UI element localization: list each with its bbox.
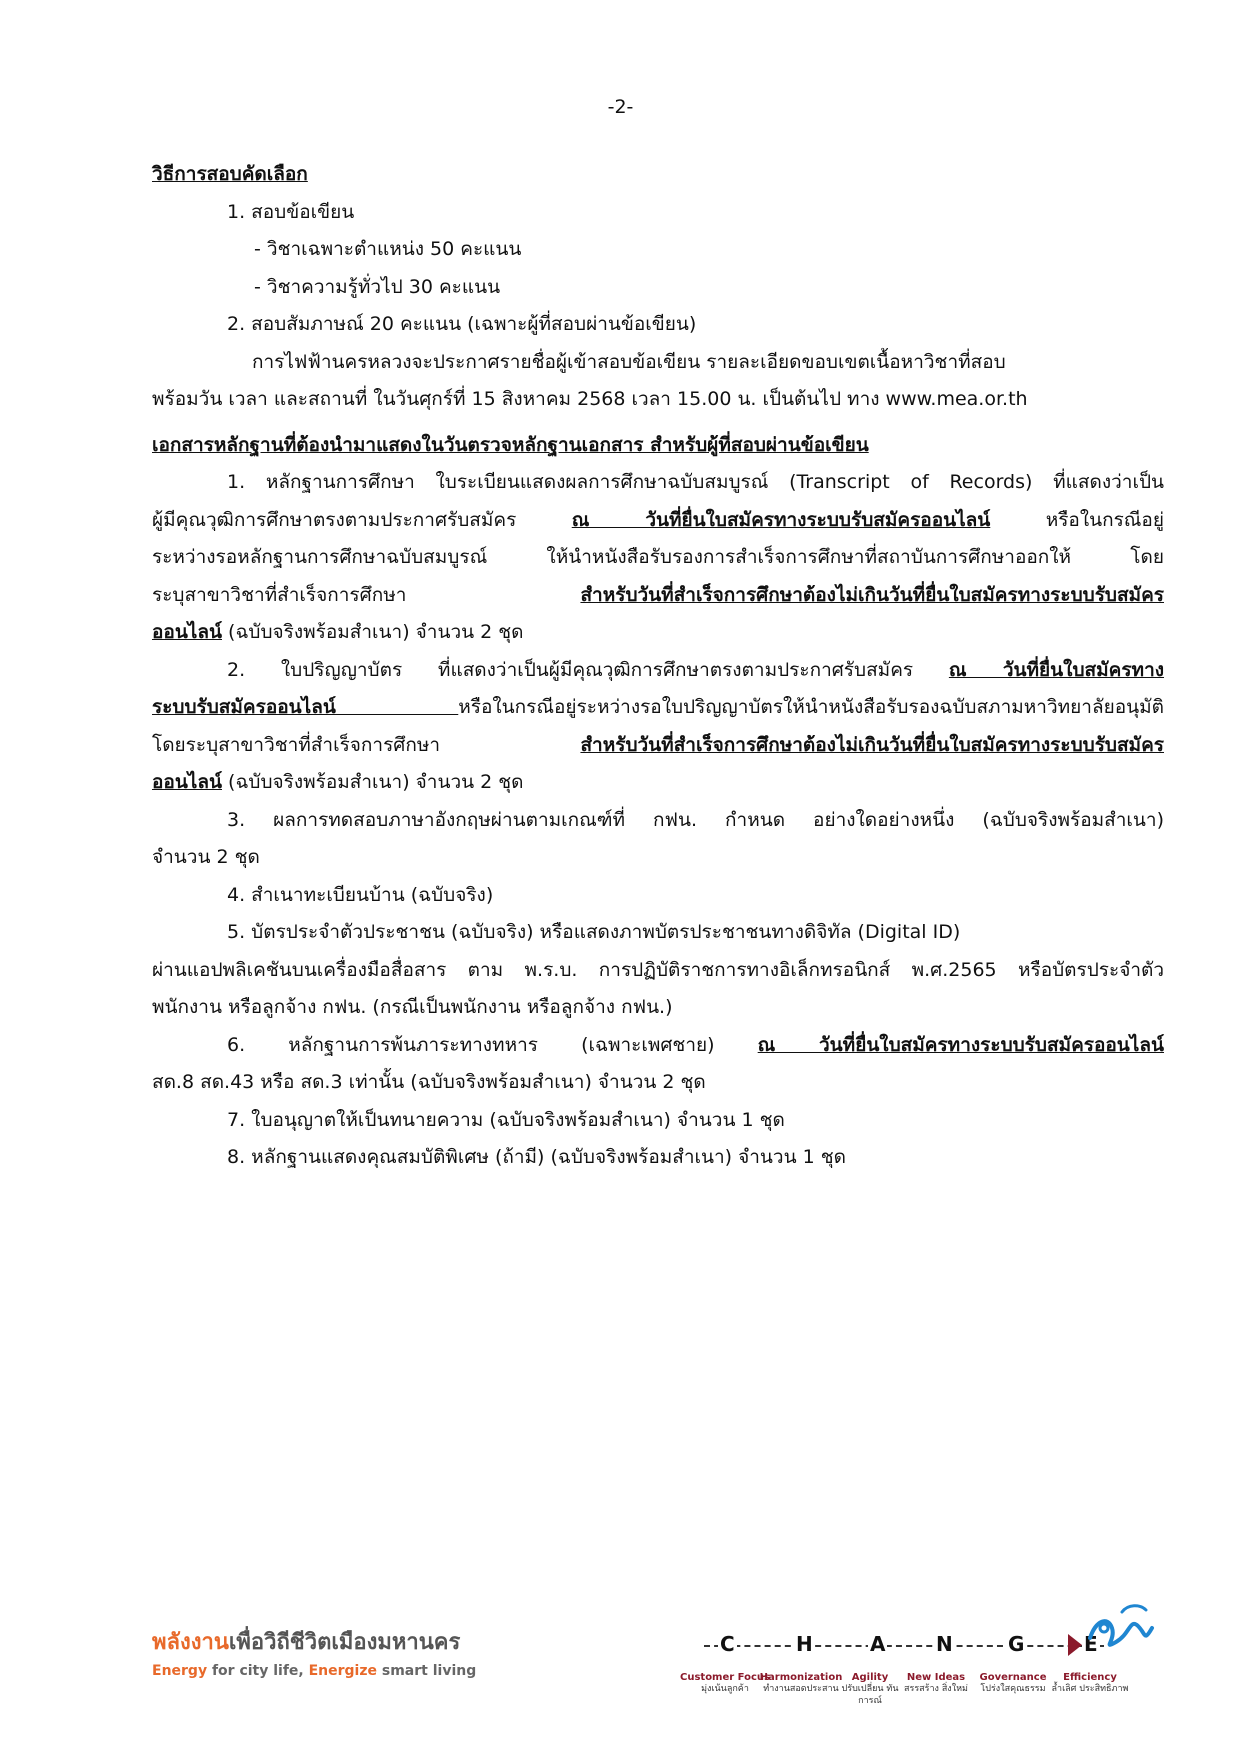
emphasis-text: ณ วันที่ยื่นใบสมัครทางระบบรับสมัครออนไลน์ [571,508,991,531]
document-body [152,156,1164,1177]
change-letter-c: C [720,1632,735,1656]
change-label [1050,1672,1130,1695]
slogan-thai-accent: พลังงาน [152,1630,229,1655]
change-label-th: มุ่งเน้นลูกค้า [701,1684,749,1694]
paragraph-line [152,614,1164,652]
emphasis-text: ระบบรับสมัครออนไลน์ [152,696,459,718]
change-label-en: Harmonization [759,1672,843,1683]
footer-slogan [152,1624,476,1679]
arrow-icon [1068,1634,1082,1656]
text: โดยระบุสาขาวิชาที่สำเร็จการศึกษา [152,733,581,756]
list-item: 2. สอบสัมภาษณ์ 20 คะแนน (เฉพาะผู้ที่สอบผ่านข้อเขียน) [227,313,697,335]
change-letter-h: H [796,1632,813,1656]
paragraph-line: พนักงาน หรือลูกจ้าง กฟน. (กรณีเป็นพนักงาน หรือลูกจ้าง กฟน.) [152,996,673,1018]
page-number: -2- [607,96,634,118]
slogan-en-part: Energy [152,1663,208,1679]
change-label-th: ปรับเปลี่ยน ทันการณ์ [841,1684,899,1706]
signature-logo-icon [1082,1598,1162,1658]
change-label-en: Governance [979,1672,1047,1683]
text: ระบุสาขาวิชาที่สำเร็จการศึกษา [152,583,581,606]
emphasis-text: ณ วันที่ยื่นใบสมัครทาง [948,658,1165,681]
text: ผู้มีคุณวุฒิการศึกษาตรงตามประกาศรับสมัคร [152,508,572,531]
text: 2. ใบปริญญาบัตร ที่แสดงว่าเป็นผู้มีคุณวุฒิการศึกษาตรงตามประกาศรับสมัคร [227,658,949,681]
paragraph-line: 5. บัตรประจำตัวประชาชน (ฉบับจริง) หรือแสดงภาพบัตรประชาชนทางดิจิทัล (Digital ID) [227,921,961,943]
paragraph-line [152,1027,1164,1065]
change-letter-n: N [936,1632,953,1656]
paragraph-line: 3. ผลการทดสอบภาษาอังกฤษผ่านตามเกณฑ์ที่ กฟน. กำหนด อย่างใดอย่างหนึ่ง (ฉบับจริงพร้อมสำเนา) [227,808,1164,831]
change-values-logo [680,1632,1150,1742]
paragraph-line: 4. สำเนาทะเบียนบ้าน (ฉบับจริง) [227,883,494,906]
text: (ฉบับจริงพร้อมสำเนา) จำนวน 2 ชุด [222,621,524,643]
change-label [968,1672,1058,1695]
change-label-en: New Ideas [906,1672,966,1683]
change-letter-a: A [870,1632,886,1656]
change-label-th: โปร่งใสคุณธรรม [980,1684,1046,1694]
text: (ฉบับจริงพร้อมสำเนา) จำนวน 2 ชุด [222,771,524,793]
slogan-english [152,1663,476,1679]
change-letter-e: E [1084,1632,1098,1656]
text: หรือในกรณีอยู่ [990,508,1164,531]
emphasis-text: ออนไลน์ [152,771,222,793]
slogan-en-part: Energize [308,1663,378,1679]
paragraph-line [152,652,1164,690]
paragraph-line: การไฟฟ้านครหลวงจะประกาศรายชื่อผู้เข้าสอบข้อเขียน รายละเอียดขอบเขตเนื้อหาวิชาที่สอบ [252,350,1006,373]
change-label [896,1672,976,1695]
paragraph-line: 8. หลักฐานแสดงคุณสมบัติพิเศษ (ถ้ามี) (ฉบับจริงพร้อมสำเนา) จำนวน 1 ชุด [227,1146,846,1168]
slogan-thai [152,1624,476,1659]
change-label-en: Agility [851,1672,889,1683]
paragraph-line [152,502,1164,540]
paragraph-line: 7. ใบอนุญาตให้เป็นทนายความ (ฉบับจริงพร้อมสำเนา) จำนวน 1 ชุด [227,1108,785,1131]
paragraph-line: ระหว่างรอหลักฐานการศึกษาฉบับสมบูรณ์ ให้นำหนังสือรับรองการสำเร็จการศึกษาที่สถาบันการศึกษาออกให้ โดย [152,546,1164,568]
paragraph-line: สด.8 สด.43 หรือ สด.3 เท่านั้น (ฉบับจริงพร้อมสำเนา) จำนวน 2 ชุด [152,1071,706,1093]
paragraph-line [152,727,1164,765]
dashed-line [704,1645,1104,1647]
sub-list-item: - วิชาเฉพาะตำแหน่ง 50 คะแนน [254,238,522,260]
change-label-th: ทำงานสอดประสาน [763,1684,839,1694]
list-item: 1. สอบข้อเขียน [227,200,355,223]
change-letter-g: G [1008,1632,1025,1656]
emphasis-text: สำหรับวันที่สำเร็จการศึกษาต้องไม่เกินวันที่ยื่นใบสมัครทางระบบรับสมัคร [580,733,1164,756]
paragraph-line [152,689,1164,727]
change-label-en: Efficiency [1063,1672,1117,1683]
slogan-thai-rest: เพื่อวิถีชีวิตเมืองมหานคร [228,1630,461,1655]
emphasis-text: สำหรับวันที่สำเร็จการศึกษาต้องไม่เกินวันที่ยื่นใบสมัครทางระบบรับสมัคร [580,583,1164,606]
paragraph-line: พร้อมวัน เวลา และสถานที่ ในวันศุกร์ที่ 15 สิงหาคม 2568 เวลา 15.00 น. เป็นต้นไป ทาง www.mea.or.th [152,388,1028,410]
section-heading-selection: วิธีการสอบคัดเลือก [152,163,308,185]
change-label-en: Customer Focus [680,1672,770,1683]
section-heading-documents: เอกสารหลักฐานที่ต้องนำมาแสดงในวันตรวจหลักฐานเอกสาร สำหรับผู้ที่สอบผ่านข้อเขียน [152,433,869,456]
change-label-th: ล้ำเลิศ ประสิทธิภาพ [1051,1684,1129,1694]
paragraph-line: ผ่านแอปพลิเคชันบนเครื่องมือสื่อสาร ตาม พ.ร.บ. การปฏิบัติราชการทางอิเล็กทรอนิกส์ พ.ศ.2565 หรือบัตรประจำตัว [152,958,1164,981]
emphasis-text: ณ วันที่ยื่นใบสมัครทางระบบรับสมัครออนไลน์ [757,1033,1164,1056]
text: หรือในกรณีอยู่ระหว่างรอใบปริญญาบัตรให้นำหนังสือรับรองฉบับสภามหาวิทยาลัยอนุมัติ [458,696,1164,718]
paragraph-line: 1. หลักฐานการศึกษา ใบระเบียนแสดงผลการศึกษาฉบับสมบูรณ์ (Transcript of Records) ที่แสดงว่าเป็น [227,471,1164,493]
paragraph-line [152,764,1164,802]
slogan-en-part: for city life, [207,1663,309,1679]
paragraph-line [152,577,1164,615]
text: 6. หลักฐานการพ้นภาระทางทหาร (เฉพาะเพศชาย) [227,1033,758,1056]
change-word [690,1632,1130,1658]
emphasis-text: ออนไลน์ [152,621,222,643]
sub-list-item: - วิชาความรู้ทั่วไป 30 คะแนน [254,275,501,298]
change-label-th: สรรสร้าง สิ่งใหม่ [904,1684,968,1694]
paragraph-line: จำนวน 2 ชุด [152,846,260,868]
slogan-en-part: smart living [377,1663,477,1679]
